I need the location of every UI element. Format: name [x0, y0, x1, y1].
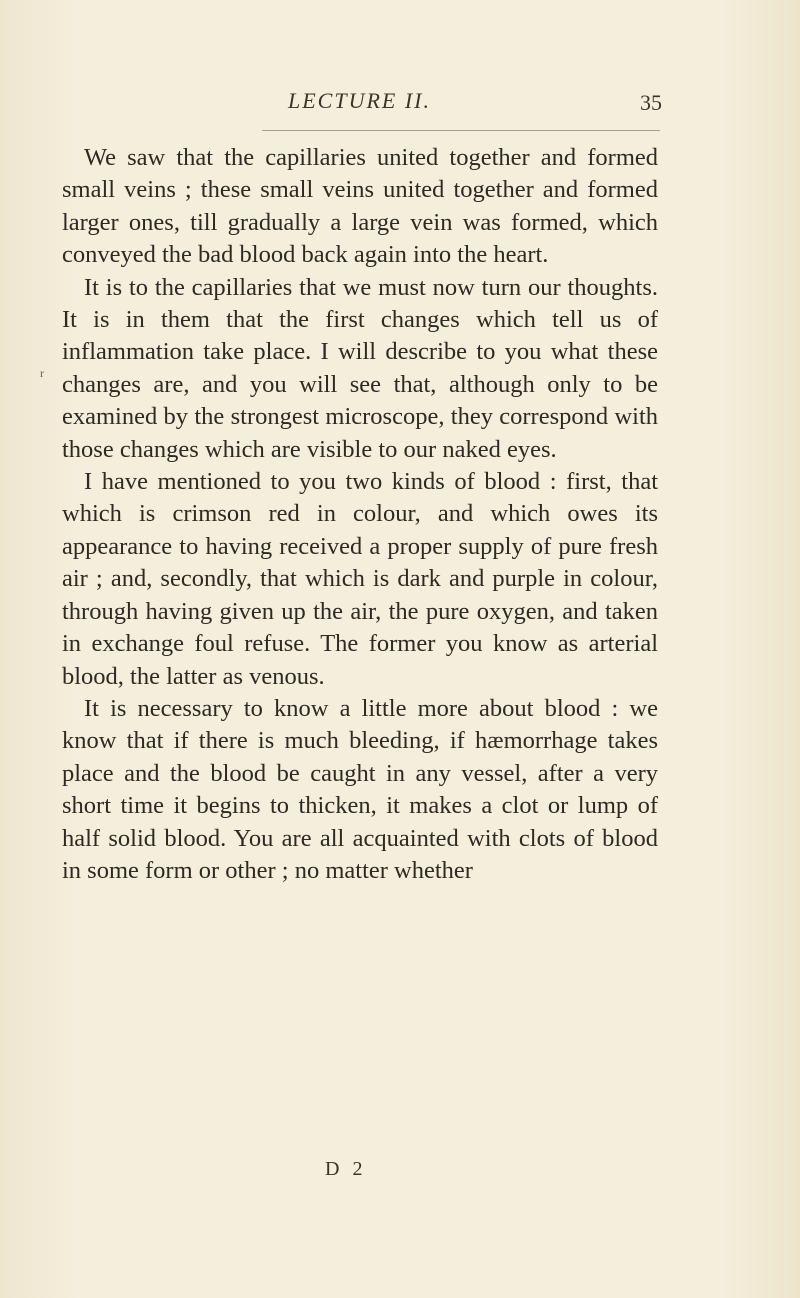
body-text [62, 142, 658, 887]
signature-mark: D 2 [325, 1158, 367, 1180]
margin-mark: r [40, 366, 44, 380]
running-head [62, 88, 662, 122]
paragraph-3: I have mentioned to you two kinds of blood : first, that which is crimson red in colour, and which owes its appearance to having received a proper supply of pure fresh air ; and, secondly, that which is dark and purple in colour, through having given up the air, the pure oxygen, and taken in exchange foul refuse. The former you know as arterial blood, the latter as venous. [62, 468, 658, 690]
header-title: LECTURE II. [288, 88, 431, 113]
page-number: 35 [640, 90, 662, 115]
header-rule [262, 130, 660, 131]
paragraph-4: It is necessary to know a little more about blood : we know that if there is much bleeding, if hæmorrhage takes place and the blood be caught in any vessel, after a very short time it begins to thicken, it makes a clot or lump of half solid blood. You are all acquainted with clots of blood in some form or other ; no matter whether [62, 694, 658, 884]
paragraph-1: We saw that the capillaries united together and formed small veins ; these small veins united together and formed larger ones, till gradually a large vein was formed, which conveyed the bad blood back again into the heart. [62, 144, 658, 269]
paragraph-2: It is to the capillaries that we must now turn our thoughts. It is in them that the first changes which tell us of inflammation take place. I will describe to you what these changes are, and you will see that, although only to be examined by the strongest microscope, they correspond with those changes which are visible to our naked eyes. [62, 273, 658, 463]
